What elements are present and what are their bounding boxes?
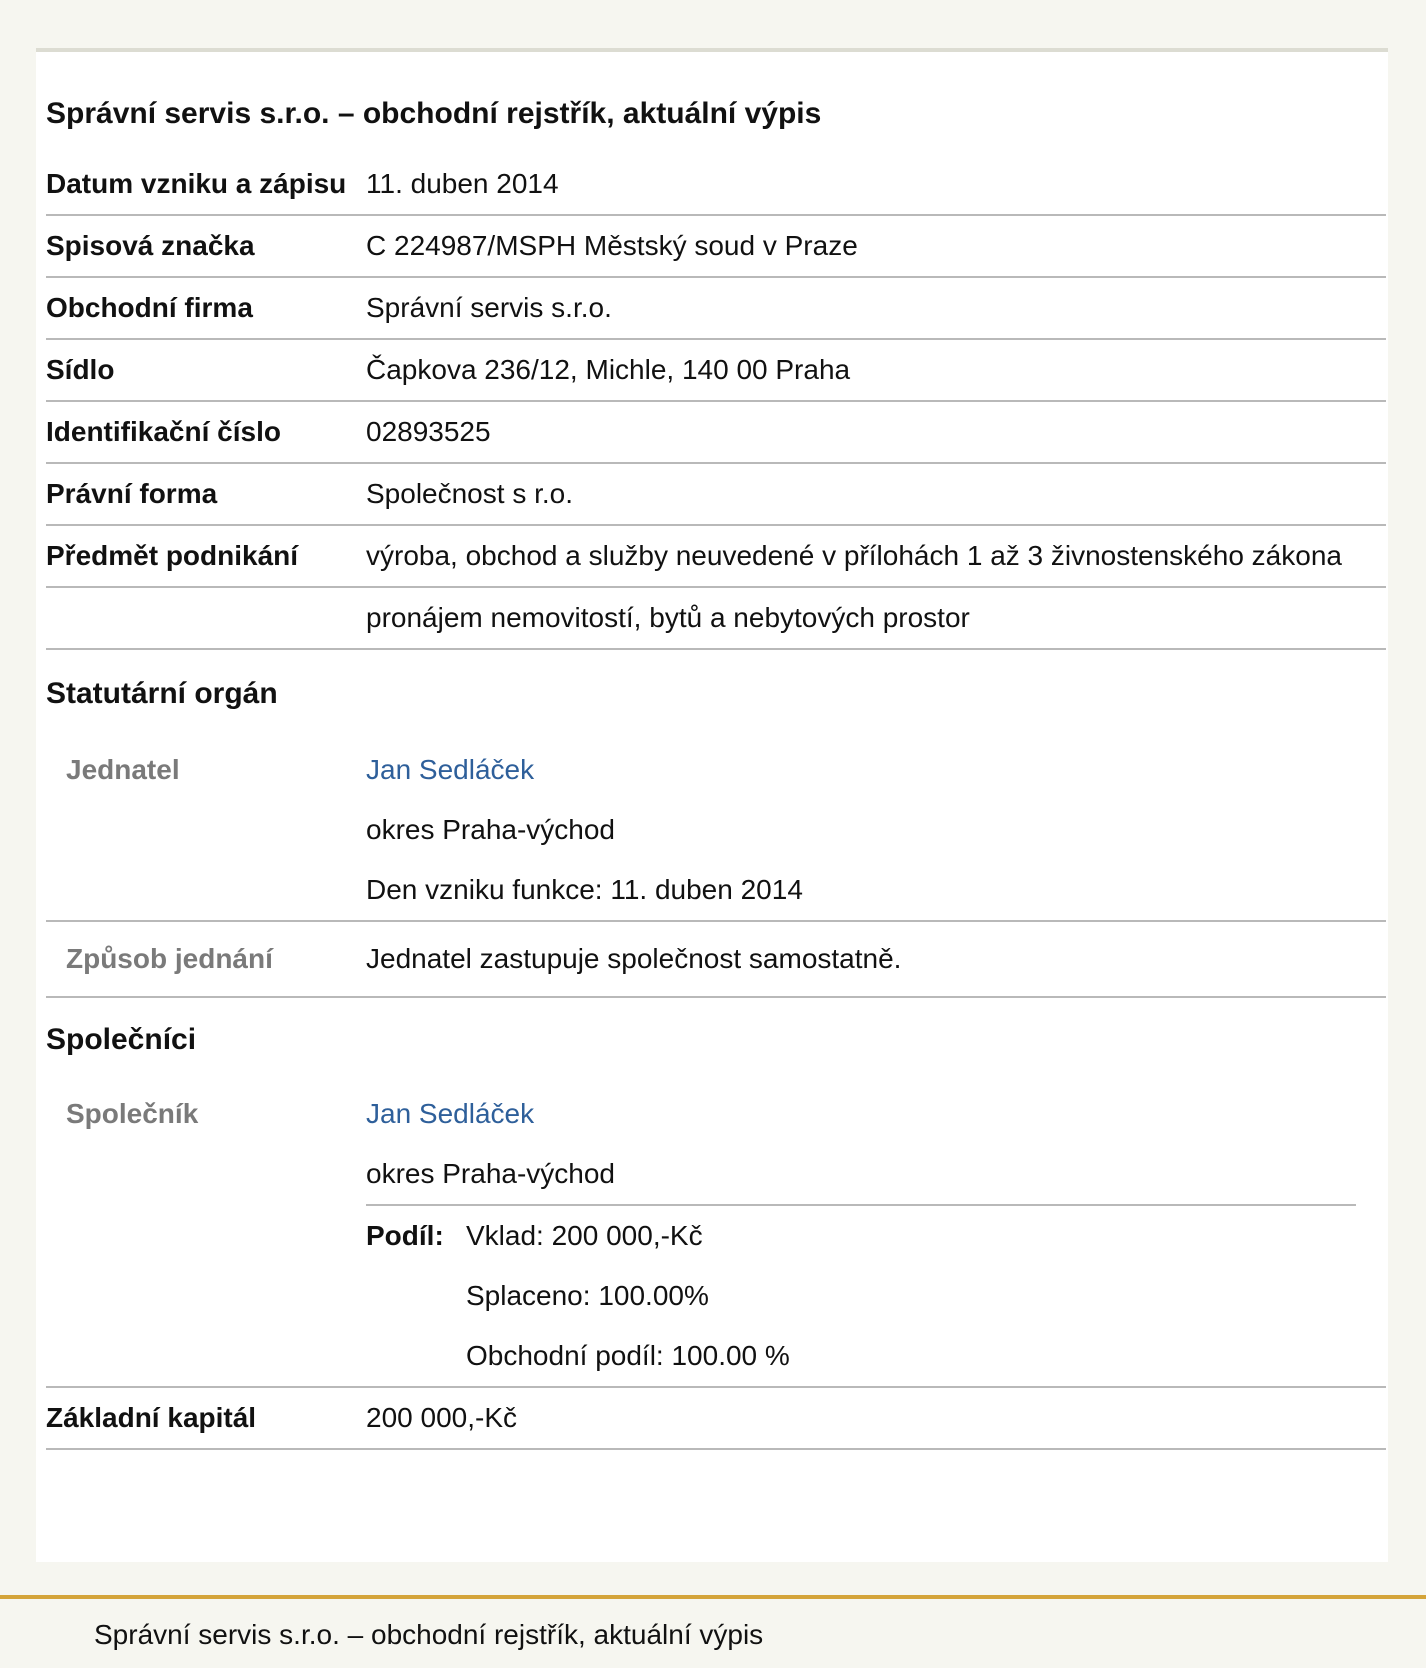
jednatel-name-link[interactable]: Jan Sedláček bbox=[366, 754, 535, 785]
podil-obchodni-podil: Obchodní podíl: 100.00 % bbox=[466, 1340, 790, 1371]
row-value: pronájem nemovitostí, bytů a nebytových prostor bbox=[366, 602, 970, 633]
row-label: Obchodní firma bbox=[46, 292, 253, 323]
row-obchodni-firma bbox=[46, 278, 1386, 340]
row-predmet-podnikani-2 bbox=[46, 588, 1386, 650]
spolecnik-name-link[interactable]: Jan Sedláček bbox=[366, 1098, 535, 1129]
row-spisova-znacka bbox=[46, 216, 1386, 278]
row-label: Společník bbox=[66, 1098, 199, 1129]
row-label: Předmět podnikání bbox=[46, 540, 299, 571]
section-title-spolecnici: Společníci bbox=[46, 1023, 197, 1056]
row-label: Způsob jednání bbox=[66, 943, 273, 974]
row-value: C 224987/MSPH Městský soud v Praze bbox=[366, 230, 858, 261]
row-value: Jednatel zastupuje společnost samostatně. bbox=[366, 943, 902, 974]
podil-vklad: Vklad: 200 000,-Kč bbox=[466, 1220, 703, 1251]
section-title-statutarni-organ: Statutární orgán bbox=[46, 677, 278, 710]
podil-block bbox=[366, 1206, 1386, 1386]
row-label: Právní forma bbox=[46, 478, 218, 509]
row-value: 200 000,-Kč bbox=[366, 1402, 517, 1433]
row-zakladni-kapital bbox=[46, 1388, 1386, 1450]
row-value: Společnost s r.o. bbox=[366, 478, 574, 509]
row-label: Základní kapitál bbox=[46, 1402, 257, 1433]
row-zpusob-jednani bbox=[46, 922, 1386, 998]
row-value: 11. duben 2014 bbox=[366, 168, 559, 199]
row-value: Správní servis s.r.o. bbox=[366, 292, 612, 323]
page-title: Správní servis s.r.o. – obchodní rejstřík, aktuální výpis bbox=[46, 97, 822, 130]
jednatel-details bbox=[366, 740, 1386, 920]
row-spolecnik bbox=[46, 1084, 1386, 1388]
jednatel-den-vzniku-funkce: Den vzniku funkce: 11. duben 2014 bbox=[366, 874, 803, 905]
row-datum-vzniku bbox=[46, 154, 1386, 216]
row-label: Sídlo bbox=[46, 354, 115, 385]
spolecnik-okres: okres Praha-východ bbox=[366, 1144, 1356, 1206]
podil-label: Podíl: bbox=[366, 1220, 444, 1251]
register-extract-card bbox=[36, 48, 1388, 1562]
row-sidlo bbox=[46, 340, 1386, 402]
row-value: 02893525 bbox=[366, 416, 491, 447]
register-extract-content bbox=[46, 90, 1386, 1450]
row-label: Datum vzniku a zápisu bbox=[46, 168, 347, 199]
row-identifikacni-cislo bbox=[46, 402, 1386, 464]
row-value: Čapkova 236/12, Michle, 140 00 Praha bbox=[366, 354, 851, 385]
row-label-empty bbox=[46, 588, 366, 648]
row-jednatel bbox=[46, 740, 1386, 922]
page-footer bbox=[0, 1595, 1426, 1668]
row-label: Identifikační číslo bbox=[46, 416, 281, 447]
row-pravni-forma bbox=[46, 464, 1386, 526]
footer-title: Správní servis s.r.o. – obchodní rejstřík, aktuální výpis bbox=[94, 1619, 764, 1650]
podil-splaceno: Splaceno: 100.00% bbox=[466, 1280, 709, 1311]
row-value: výroba, obchod a služby neuvedené v přílohách 1 až 3 živnostenského zákona bbox=[366, 540, 1342, 571]
podil-values bbox=[466, 1206, 790, 1386]
spolecnik-details bbox=[366, 1084, 1386, 1386]
row-label: Jednatel bbox=[66, 754, 180, 785]
row-label: Spisová značka bbox=[46, 230, 255, 261]
jednatel-okres: okres Praha-východ bbox=[366, 814, 616, 845]
row-predmet-podnikani bbox=[46, 526, 1386, 588]
